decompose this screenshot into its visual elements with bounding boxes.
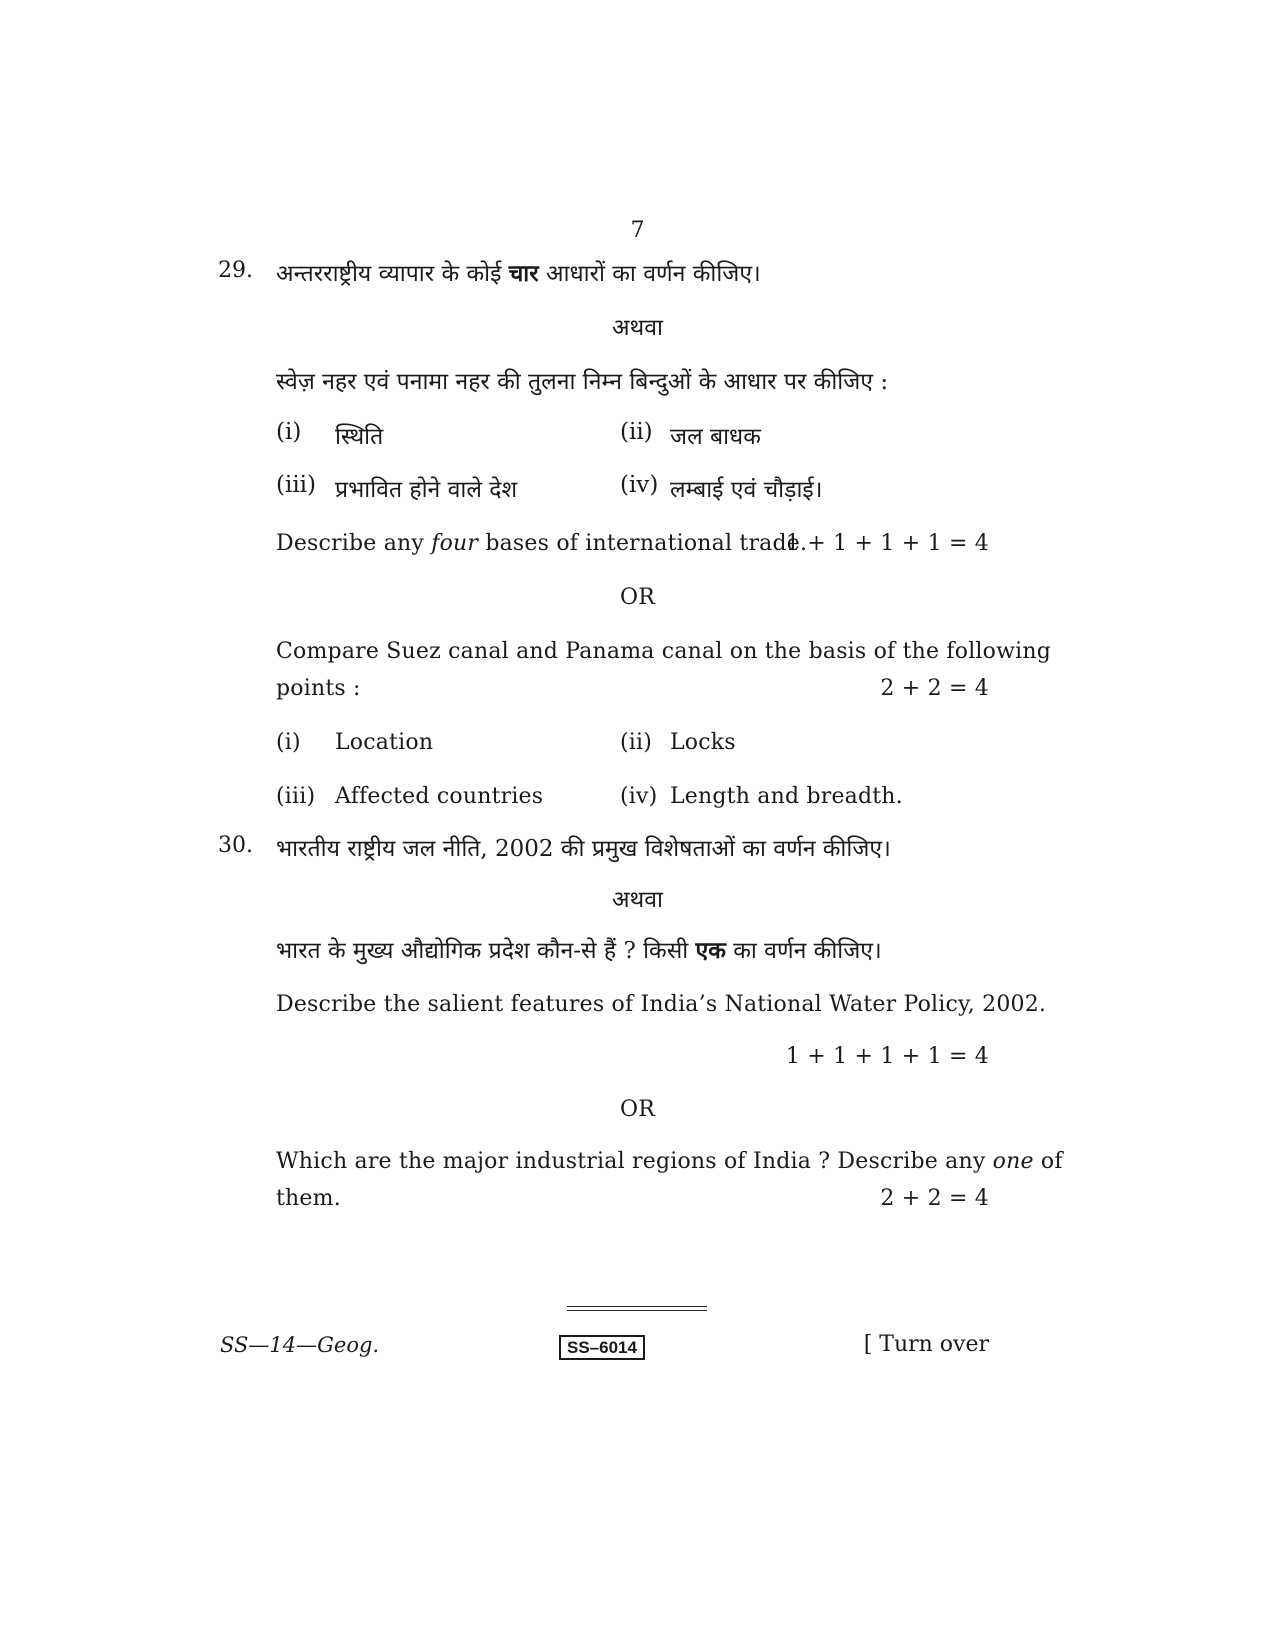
en-point-4-text: Length and breadth. <box>670 784 903 809</box>
en-point-3-num: (iii) <box>276 784 316 809</box>
question-29-english-before: Describe any <box>276 531 425 556</box>
question-29-english-or: OR <box>619 585 655 610</box>
question-30-en-alt-italic: one <box>992 1149 1034 1174</box>
question-29-hindi <box>276 256 761 288</box>
en-point-2-num: (ii) <box>620 730 653 755</box>
question-30-english-alternative-line1 <box>276 1149 1063 1174</box>
question-30-marks-2: 2 + 2 = 4 <box>880 1186 989 1211</box>
question-29-hindi-or: अथवा <box>611 315 663 341</box>
hi-point-1-text: स्थिति <box>335 424 384 450</box>
question-30-hindi-alt-bold: एक <box>695 937 726 964</box>
hi-point-2-num: (ii) <box>620 419 653 445</box>
en-point-1-num: (i) <box>276 730 301 755</box>
question-29-marks-1: 1 + 1 + 1 + 1 = 4 <box>785 531 989 556</box>
question-30-hindi-or: अथवा <box>611 887 663 913</box>
hi-point-3-num: (iii) <box>276 472 317 498</box>
question-29-english-alternative-line2: points : <box>276 676 361 701</box>
question-30-english-alternative-line2: them. <box>276 1186 341 1211</box>
question-29-hindi-bold: चार <box>508 260 539 287</box>
en-point-3-text: Affected countries <box>335 784 544 809</box>
question-30-hindi: भारतीय राष्ट्रीय जल नीति, 2002 की प्रमुख विशेषताओं का वर्णन कीजिए। <box>276 836 891 862</box>
footer-paper-code: SS–6014 <box>559 1335 645 1360</box>
question-29-hindi-before: अन्तरराष्ट्रीय व्यापार के कोई <box>276 261 502 287</box>
hi-point-4-text: लम्बाई एवं चौड़ाई। <box>670 477 823 503</box>
question-29-number: 29. <box>218 258 253 283</box>
question-29-english-after: bases of international trade. <box>485 531 808 556</box>
question-30-en-alt-before: Which are the major industrial regions of India ? Describe any <box>276 1149 986 1174</box>
hi-point-3-text: प्रभावित होने वाले देश <box>335 477 518 503</box>
question-30-hindi-alt-after: का वर्णन कीजिए। <box>733 938 882 964</box>
question-30-number: 30. <box>218 833 253 858</box>
hi-point-1-num: (i) <box>276 419 302 445</box>
question-29-marks-2: 2 + 2 = 4 <box>880 676 989 701</box>
footer-subject-code: SS—14—Geog. <box>220 1333 380 1357</box>
en-point-2-text: Locks <box>670 730 736 755</box>
en-point-1-text: Location <box>335 730 434 755</box>
question-30-en-alt-after: of <box>1040 1149 1063 1174</box>
question-29-hindi-alternative: स्वेज़ नहर एवं पनामा नहर की तुलना निम्न बिन्दुओं के आधार पर कीजिए : <box>276 369 889 395</box>
question-29-hindi-after: आधारों का वर्णन कीजिए। <box>545 261 761 287</box>
question-29-english-alternative-line1: Compare Suez canal and Panama canal on the basis of the following <box>276 639 1052 664</box>
end-divider <box>567 1306 707 1311</box>
question-30-hindi-alternative <box>276 933 882 965</box>
page-number: 7 <box>630 218 645 243</box>
hi-point-2-text: जल बाधक <box>670 424 761 450</box>
question-30-english-or: OR <box>619 1097 655 1122</box>
question-29-english-italic: four <box>431 531 479 556</box>
question-30-english: Describe the salient features of India’s National Water Policy, 2002. <box>276 992 1047 1017</box>
question-30-hindi-alt-before: भारत के मुख्य औद्योगिक प्रदेश कौन-से हैं ? किसी <box>276 938 689 964</box>
footer-turn-over: [ Turn over <box>863 1332 989 1357</box>
hi-point-4-num: (iv) <box>620 472 659 498</box>
question-30-marks-1: 1 + 1 + 1 + 1 = 4 <box>785 1044 989 1069</box>
en-point-4-num: (iv) <box>620 784 658 809</box>
